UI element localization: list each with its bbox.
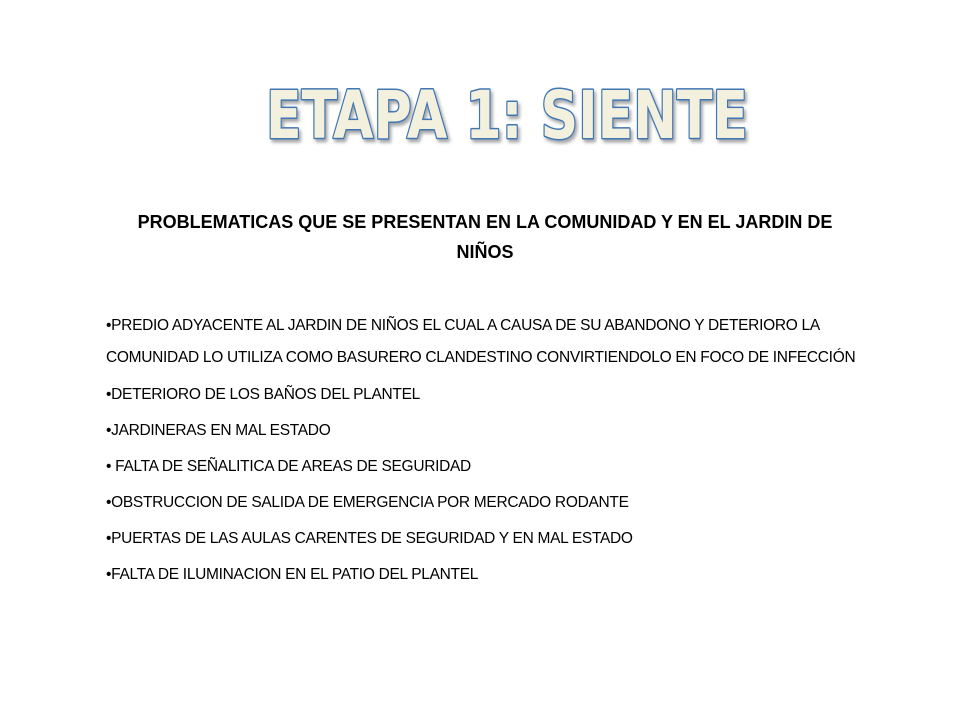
- bullet-marker: •: [106, 494, 112, 511]
- bullet-text: FALTA DE SEÑALITICA DE AREAS DE SEGURIDAD: [111, 458, 471, 475]
- bullet-marker: •: [106, 566, 112, 583]
- bullet-item: [106, 523, 876, 554]
- slide-title-graphic: [262, 77, 752, 154]
- bullet-text: PUERTAS DE LAS AULAS CARENTES DE SEGURIDAD Y EN MAL ESTADO: [111, 530, 633, 547]
- bullet-text: JARDINERAS EN MAL ESTADO: [111, 422, 331, 439]
- bullet-item: [106, 487, 876, 518]
- bullet-text: PREDIO ADYACENTE AL JARDIN DE NIÑOS EL CUAL A CAUSA DE SU ABANDONO Y DETERIORO LA COMUNIDAD LO UTILIZA COMO BASURERO CLANDESTINO CONVIRTIENDOLO EN FOCO DE INFECCIÓN: [106, 317, 856, 366]
- bullet-text: DETERIORO DE LOS BAÑOS DEL PLANTEL: [111, 386, 420, 403]
- bullet-item: [106, 559, 876, 590]
- bullet-item: [106, 415, 876, 446]
- bullet-item: [106, 310, 876, 374]
- slide-title: [262, 77, 752, 154]
- slide-subtitle: PROBLEMATICAS QUE SE PRESENTAN EN LA COMUNIDAD Y EN EL JARDIN DE NIÑOS: [137, 212, 833, 262]
- bullet-item: [106, 451, 876, 482]
- bullet-marker: •: [106, 530, 112, 547]
- bullet-item: [106, 379, 876, 410]
- bullet-list: [106, 310, 876, 595]
- bullet-marker: •: [106, 317, 112, 334]
- bullet-marker: •: [106, 386, 112, 403]
- bullet-text: OBSTRUCCION DE SALIDA DE EMERGENCIA POR MERCADO RODANTE: [111, 494, 629, 511]
- bullet-text: FALTA DE ILUMINACION EN EL PATIO DEL PLANTEL: [111, 566, 479, 583]
- bullet-marker: •: [106, 422, 112, 439]
- bullet-marker: •: [106, 458, 112, 475]
- slide-title-text: ETAPA 1: SIENTE: [266, 77, 748, 154]
